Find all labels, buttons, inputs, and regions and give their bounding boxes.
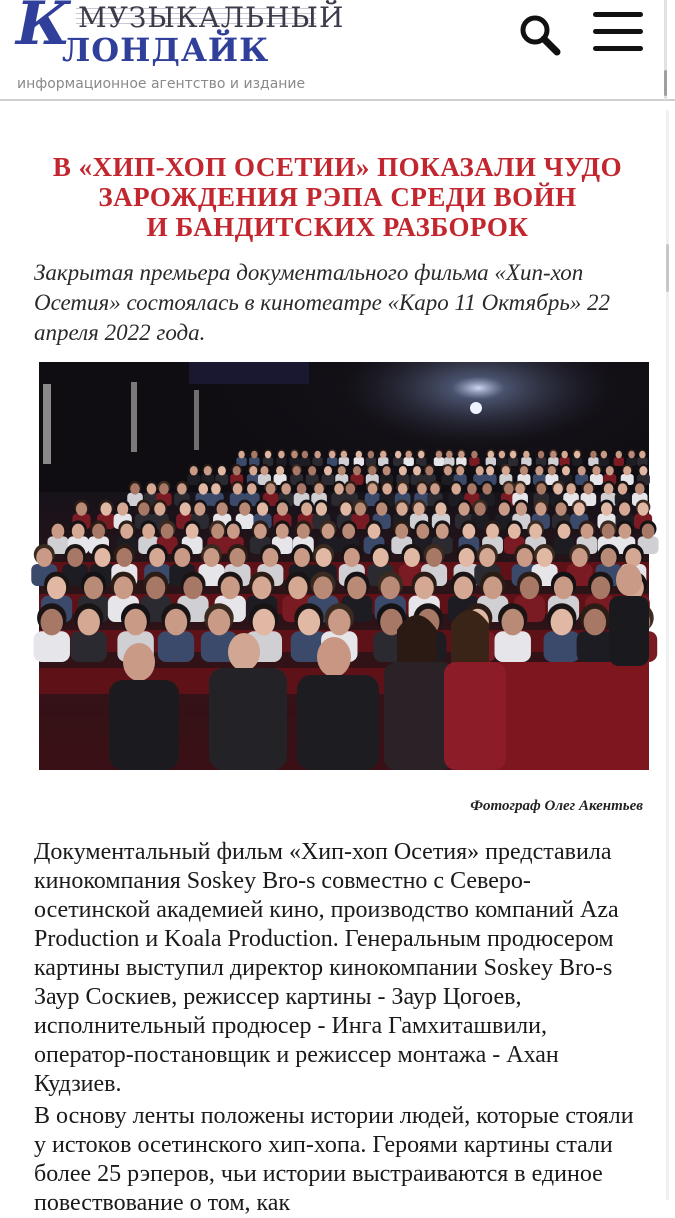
audience-member-face: [425, 466, 433, 476]
article-paragraph-1: Документальный фильм «Хип-хоп Осетия» представила кинокомпания Soskey Bro-s совместно с Северо-осетинской академией кино, производство компаний Aza Production и Koala Production. Генеральным продюсером картины выступил директор кинокомпании Soskey Bro-s Заур Соскиев, режиссер картины - Заур Цогоев, исполнительный продюсер - Инга Гамхиташвили, оператор-постановщик и режиссер монтажа - Ахан Кудзиев.: [34, 839, 619, 1097]
audience-member-face: [535, 466, 543, 476]
audience-member-face: [281, 483, 291, 494]
audience-member-face: [383, 466, 391, 476]
audience-member-face: [436, 524, 449, 539]
audience-member-face: [36, 548, 52, 567]
audience-member-face: [572, 548, 588, 567]
audience-member-face: [294, 548, 310, 567]
audience-member-face: [302, 451, 308, 459]
audience-member-face: [316, 502, 327, 515]
audience-member-face: [418, 451, 424, 459]
audience-member-face: [120, 524, 133, 539]
audience-member-face: [174, 548, 190, 567]
hamburger-menu-icon: [593, 12, 643, 17]
audience-member-face: [218, 466, 226, 476]
audience-member-face: [346, 483, 356, 494]
audience-member-face: [601, 548, 617, 567]
audience-member-face: [368, 451, 374, 459]
audience-member-face: [415, 576, 434, 599]
audience-member-face: [458, 502, 469, 515]
audience-member-face: [161, 524, 174, 539]
audience-member-face: [314, 451, 320, 459]
audience-member-face: [341, 451, 347, 459]
audience-member-face: [606, 466, 614, 476]
audience-member-face: [298, 609, 320, 636]
audience-member-face: [578, 466, 586, 476]
page-scrollbar-thumb[interactable]: [666, 244, 669, 292]
audience-member-face: [260, 466, 268, 476]
audience-member-face: [47, 576, 66, 599]
audience-member-face: [474, 502, 485, 515]
audience-member-face: [417, 483, 427, 494]
audience-member-face: [523, 451, 529, 459]
audience-member-face: [297, 483, 307, 494]
logo-initial: К: [16, 0, 71, 59]
audience-member-face: [399, 466, 407, 476]
headline-line-2: ЗАРОЖДЕНИЯ РЭПА СРЕДИ ВОЙН: [98, 182, 577, 212]
logo-word-musical: МУЗЫКАЛЬНЫЙ: [78, 1, 345, 34]
audience-member-face: [154, 502, 165, 515]
audience-member-face: [404, 548, 420, 567]
audience-member-face: [340, 502, 351, 515]
audience-member-face: [41, 609, 63, 636]
audience-member-face: [446, 451, 452, 459]
audience-member-face: [266, 483, 276, 494]
audience-member-face: [233, 466, 241, 476]
audience-member-face: [276, 466, 284, 476]
audience-member-face: [584, 483, 594, 494]
audience-member-face: [253, 609, 275, 636]
audience-member-face: [278, 451, 284, 459]
audience-member-body: [434, 457, 444, 466]
audience-member-face: [324, 466, 332, 476]
audience-member-face: [297, 524, 310, 539]
audience-member-face: [380, 451, 386, 459]
audience-member-face: [584, 609, 606, 636]
audience-member-face: [146, 576, 165, 599]
search-icon: [518, 13, 562, 57]
audience-member-face: [482, 483, 492, 494]
hamburger-menu-button[interactable]: [590, 12, 646, 56]
audience-member-face: [114, 576, 133, 599]
audience-member-face: [291, 451, 297, 459]
audience-member-face: [618, 524, 631, 539]
audience-member-face: [435, 502, 446, 515]
audience-member-face: [211, 483, 221, 494]
audience-member-face: [221, 576, 240, 599]
audience-member-face: [329, 451, 335, 459]
audience-member-face: [416, 524, 429, 539]
article-paragraph-2: В основу ленты положены истории людей, которые стояли у истоков осетинского хип-хопа. Героями картины стали более 25 рэперов, чьи истории выстраиваются в единое повествование о том, как: [34, 1103, 634, 1216]
audience-member-face: [116, 548, 132, 567]
audience-member-face: [92, 524, 105, 539]
audience-member-face: [538, 451, 544, 459]
audience-member-face: [147, 483, 157, 494]
audience-member-face: [430, 483, 440, 494]
audience-member-face: [574, 451, 580, 459]
audience-member-face: [562, 466, 570, 476]
audience-member-face: [328, 609, 350, 636]
audience-member-face: [459, 548, 475, 567]
audience-member-face: [553, 483, 563, 494]
audience-member-body: [71, 631, 107, 662]
audience-member-face: [471, 451, 477, 459]
audience-member-face: [502, 466, 510, 476]
audience-member-face: [353, 466, 361, 476]
audience-member-body: [300, 457, 310, 466]
audience-member-face: [265, 451, 271, 459]
audience-member-face: [338, 466, 346, 476]
audience-member-face: [504, 483, 514, 494]
audience-member-face: [574, 502, 585, 515]
audience-member-face: [238, 451, 244, 459]
audience-member-face: [601, 502, 612, 515]
audience-member-face: [486, 524, 499, 539]
audience-member-face: [208, 609, 230, 636]
audience-member-face: [334, 483, 344, 494]
audience-member-face: [444, 466, 452, 476]
audience-member-face: [347, 576, 366, 599]
audience-member-face: [566, 483, 576, 494]
audience-member-face: [84, 576, 103, 599]
article-headline: [20, 152, 655, 242]
audience-member-face: [308, 466, 316, 476]
audience-member-face: [510, 451, 516, 459]
audience-member-face: [142, 524, 155, 539]
audience-member-face: [314, 483, 324, 494]
audience-member-face: [124, 609, 146, 636]
site-logo[interactable]: [16, 0, 345, 74]
audience-member-face: [592, 466, 600, 476]
article-photo-cinema-audience[interactable]: [39, 362, 649, 770]
audience-member-face: [230, 548, 246, 567]
audience-member-face: [52, 524, 65, 539]
header-scrollbar-thumb[interactable]: [664, 70, 667, 96]
audience-member-face: [72, 524, 85, 539]
audience-member-face: [454, 576, 473, 599]
audience-member-face: [536, 483, 546, 494]
audience-member-face: [138, 502, 149, 515]
audience-member-face: [395, 524, 408, 539]
audience-member-face: [198, 483, 208, 494]
audience-member-face: [462, 524, 475, 539]
audience-member-face: [616, 451, 622, 459]
audience-member-face: [458, 451, 464, 459]
audience-member-face: [373, 548, 389, 567]
audience-member-face: [322, 524, 335, 539]
audience-member-face: [67, 548, 83, 567]
audience-member-body: [544, 631, 580, 662]
audience-member-body: [158, 631, 194, 662]
audience-member-face: [639, 466, 647, 476]
audience-member-face: [249, 466, 257, 476]
audience-member-face: [535, 502, 546, 515]
audience-member-face: [149, 548, 165, 567]
audience-member-face: [515, 483, 525, 494]
audience-member-face: [529, 524, 542, 539]
audience-member-face: [426, 548, 442, 567]
audience-member-face: [550, 451, 556, 459]
audience-member-face: [537, 548, 553, 567]
audience-member-face: [520, 466, 528, 476]
audience-member-face: [257, 502, 268, 515]
audience-member-face: [94, 548, 110, 567]
article-lead: Закрытая премьера документального фильма «Хип-хоп Осетия» состоялась в кинотеатре «Каро 11 Октябрь» 22 апреля 2022 года.: [34, 260, 611, 345]
audience-member-face: [368, 466, 376, 476]
audience-member-face: [642, 524, 655, 539]
audience-member-face: [165, 609, 187, 636]
site-header: [0, 0, 675, 101]
audience-member-face: [502, 609, 524, 636]
photo-caption: Фотограф Олег Акентьев: [470, 798, 643, 814]
audience-member-face: [368, 483, 378, 494]
audience-member-face: [211, 524, 224, 539]
audience-member-face: [561, 451, 567, 459]
audience-member-face: [159, 483, 169, 494]
audience-member-face: [488, 451, 494, 459]
audience-member-face: [637, 502, 648, 515]
audience-member-face: [355, 502, 366, 515]
audience-member-face: [301, 502, 312, 515]
audience-member-face: [508, 524, 521, 539]
audience-member-face: [177, 483, 187, 494]
audience-member-face: [227, 524, 240, 539]
audience-member-body: [34, 631, 70, 662]
audience-member-face: [376, 502, 387, 515]
audience-member-face: [183, 576, 202, 599]
audience-member-face: [398, 483, 408, 494]
audience-member-face: [623, 466, 631, 476]
audience-member-face: [194, 502, 205, 515]
audience-member-face: [467, 483, 477, 494]
audience-member-face: [186, 524, 199, 539]
audience-member-face: [591, 576, 610, 599]
audience-member-face: [254, 524, 267, 539]
audience-member-face: [604, 483, 614, 494]
audience-member-face: [551, 609, 573, 636]
audience-member-face: [639, 451, 645, 459]
audience-member-face: [451, 483, 461, 494]
audience-member-face: [436, 451, 442, 459]
audience-member-face: [555, 502, 566, 515]
audience-member-body: [508, 457, 518, 466]
audience-member-face: [601, 451, 607, 459]
audience-member-face: [483, 576, 502, 599]
audience-member-face: [342, 524, 355, 539]
audience-member-face: [548, 466, 556, 476]
audience-member-face: [203, 548, 219, 567]
audience-member-face: [233, 483, 243, 494]
audience-member-face: [395, 451, 401, 459]
audience-member-face: [499, 451, 505, 459]
audience-member-face: [78, 609, 100, 636]
audience-member-face: [288, 576, 307, 599]
audience-member-face: [277, 502, 288, 515]
audience-member-face: [247, 483, 257, 494]
audience-member-body: [614, 457, 624, 466]
audience-member-face: [382, 483, 392, 494]
audience-member-face: [316, 548, 332, 567]
audience-member-face: [190, 466, 198, 476]
audience-member-face: [217, 502, 228, 515]
site-tagline: информационное агентство и издание: [17, 76, 306, 92]
audience-member-body: [577, 631, 613, 662]
audience-member-face: [517, 548, 533, 567]
audience-member-face: [413, 466, 421, 476]
audience-member-face: [406, 451, 412, 459]
audience-member-face: [520, 576, 539, 599]
audience-member-face: [499, 502, 510, 515]
audience-member-face: [239, 502, 250, 515]
audience-member-face: [117, 502, 128, 515]
audience-member-face: [618, 483, 628, 494]
audience-member-face: [486, 466, 494, 476]
audience-member-face: [381, 576, 400, 599]
audience-member-face: [456, 466, 464, 476]
headline-line-3: И БАНДИТСКИХ РАЗБОРОК: [146, 212, 529, 242]
audience-member-face: [356, 451, 362, 459]
audience-member-face: [251, 451, 257, 459]
audience-member-face: [628, 451, 634, 459]
audience-member-face: [516, 502, 527, 515]
audience-member-face: [276, 524, 289, 539]
audience-member-face: [479, 548, 495, 567]
audience-member-face: [313, 576, 332, 599]
audience-member-face: [262, 548, 278, 567]
audience-member-face: [76, 502, 87, 515]
audience-member-face: [581, 524, 594, 539]
audience-member-face: [558, 524, 571, 539]
audience-member-face: [101, 502, 112, 515]
cinema-audience-illustration: [39, 362, 649, 770]
audience-member-face: [180, 502, 191, 515]
headline-line-1: В «ХИП-ХОП ОСЕТИИ» ПОКАЗАЛИ ЧУДО: [52, 152, 623, 182]
audience-member-face: [130, 483, 140, 494]
audience-member-face: [344, 548, 360, 567]
audience-member-face: [635, 483, 645, 494]
audience-member-face: [413, 502, 424, 515]
audience-member-face: [204, 466, 212, 476]
audience-member-face: [293, 466, 301, 476]
search-button[interactable]: [515, 10, 565, 60]
logo-word-klondike: ЛОНДАЙК: [62, 31, 270, 69]
audience-member-face: [602, 524, 615, 539]
audience-member-face: [368, 524, 381, 539]
audience-member-face: [252, 576, 271, 599]
audience-member-face: [590, 451, 596, 459]
audience-member-face: [554, 576, 573, 599]
audience-member-body: [495, 631, 531, 662]
audience-member-face: [619, 502, 630, 515]
audience-member-face: [476, 466, 484, 476]
audience-member-face: [396, 502, 407, 515]
